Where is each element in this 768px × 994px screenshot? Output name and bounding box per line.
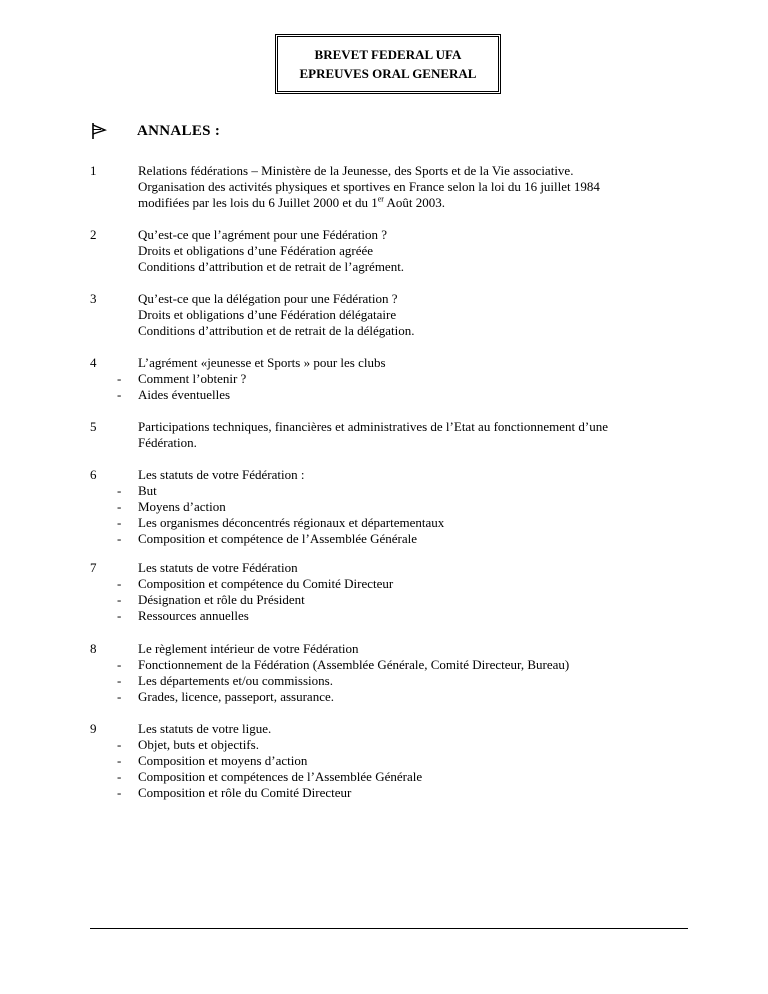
item-number: 3 — [90, 291, 97, 306]
title-line-1: BREVET FEDERAL UFA — [314, 47, 462, 62]
item-text: Les statuts de votre Fédération : — [138, 467, 305, 482]
bullet-item: - Grades, licence, passeport, assurance. — [117, 689, 334, 704]
item-number: 7 — [90, 560, 97, 575]
section-title: ANNALES : — [137, 123, 221, 139]
bullet-item: - Composition et compétences de l’Assemblée Générale — [117, 769, 423, 784]
title-line-2: EPREUVES ORAL GENERAL — [299, 66, 477, 81]
item-number: 8 — [90, 641, 97, 656]
bullet-item: - Composition et compétence du Comité Directeur — [117, 576, 394, 591]
bullet-item: - Moyens d’action — [117, 499, 226, 514]
item-number: 9 — [90, 721, 97, 736]
title-box — [275, 34, 501, 94]
item-text: Fédération. — [138, 435, 197, 450]
bullet-item: - Composition et rôle du Comité Directeur — [117, 785, 352, 800]
bullet-item: - Aides éventuelles — [117, 387, 231, 402]
item-text: Qu’est-ce que l’agrément pour une Fédération ? — [138, 227, 388, 242]
bullet-item: - Composition et compétence de l’Assemblée Générale — [117, 531, 418, 546]
item-number: 1 — [90, 163, 97, 178]
bullet-item: - But — [117, 483, 157, 498]
item-text: Le règlement intérieur de votre Fédération — [138, 641, 359, 656]
flag-pennant-icon — [90, 122, 108, 140]
item-text: Droits et obligations d’une Fédération agréée — [138, 243, 374, 258]
item-text: Organisation des activités physiques et sportives en France selon la loi du 16 juillet 1984 — [138, 179, 600, 194]
item-text: Les statuts de votre Fédération — [138, 560, 298, 575]
item-number: 6 — [90, 467, 97, 482]
footer-divider — [90, 928, 688, 929]
item-text: Participations techniques, financières et administratives de l’Etat au fonctionnement d’une — [138, 419, 609, 434]
item-text: Conditions d’attribution et de retrait de la délégation. — [138, 323, 415, 338]
bullet-item: - Fonctionnement de la Fédération (Assemblée Générale, Comité Directeur, Bureau) — [117, 657, 570, 672]
bullet-item: - Les organismes déconcentrés régionaux et départementaux — [117, 515, 445, 530]
item-text: Conditions d’attribution et de retrait de l’agrément. — [138, 259, 405, 274]
item-text: L’agrément «jeunesse et Sports » pour les clubs — [138, 355, 386, 370]
bullet-item: - Ressources annuelles — [117, 608, 249, 623]
item-number: 5 — [90, 419, 97, 434]
bullet-item: - Objet, buts et objectifs. — [117, 737, 259, 752]
section-heading — [90, 120, 490, 142]
bullet-item: - Comment l’obtenir ? — [117, 371, 247, 386]
item-text: Relations fédérations – Ministère de la Jeunesse, des Sports et de la Vie associative. — [138, 163, 574, 178]
bullet-item: - Les départements et/ou commissions. — [117, 673, 333, 688]
item-text: Droits et obligations d’une Fédération délégataire — [138, 307, 397, 322]
item-number: 4 — [90, 355, 97, 370]
item-text: modifiées par les lois du 6 Juillet 2000 et du 1er Août 2003. — [138, 194, 446, 210]
item-text: Qu’est-ce que la délégation pour une Fédération ? — [138, 291, 398, 306]
bullet-item: - Désignation et rôle du Président — [117, 592, 305, 607]
item-text: Les statuts de votre ligue. — [138, 721, 272, 736]
bullet-item: - Composition et moyens d’action — [117, 753, 308, 768]
item-number: 2 — [90, 227, 97, 242]
